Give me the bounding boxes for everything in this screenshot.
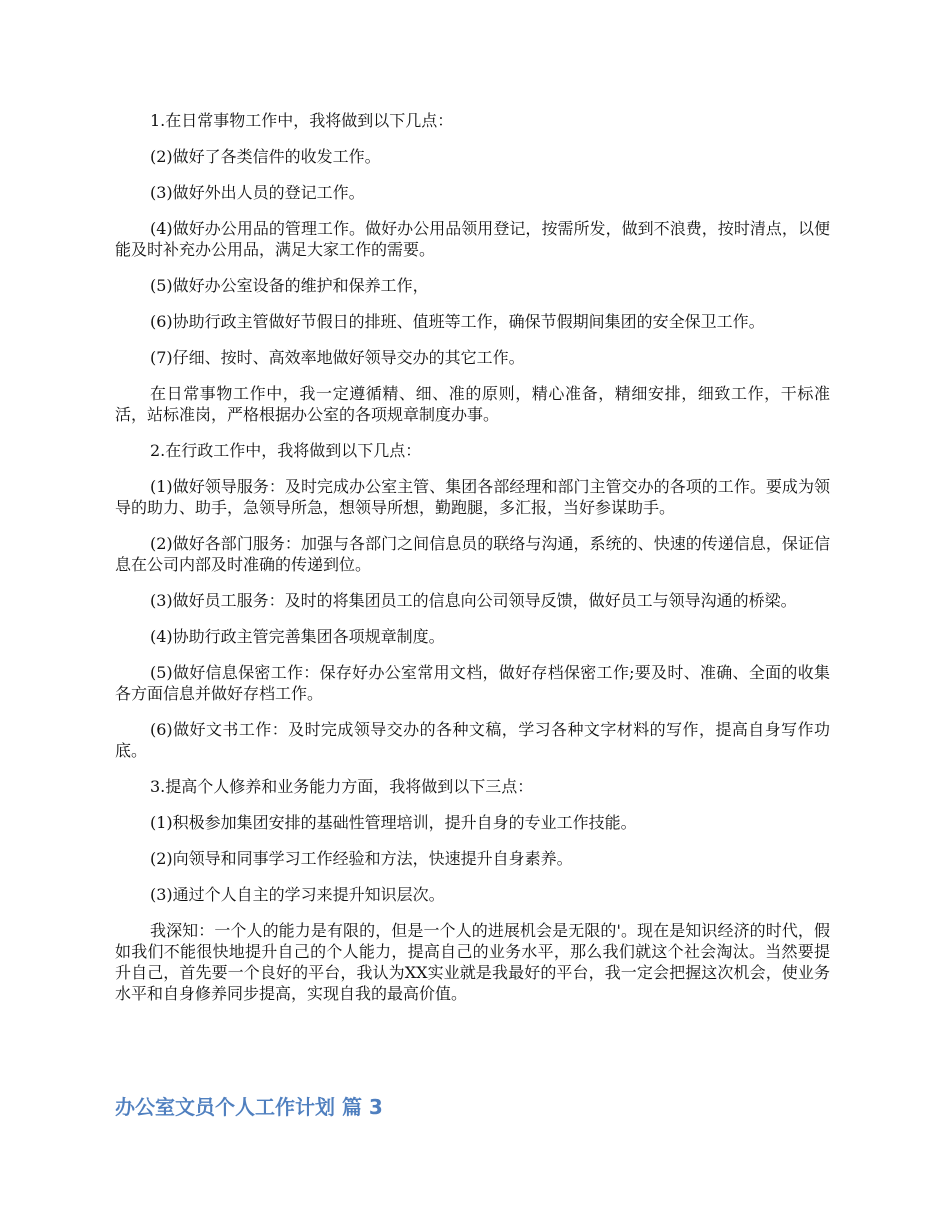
paragraph-17: (1)积极参加集团安排的基础性管理培训，提升自身的专业工作技能。 [150,813,637,832]
paragraph-4: (4)做好办公用品的管理工作。做好办公用品领用登记，按需所发，做到不浪费，按时清点，以便能及时补充办公用品，满足大家工作的需要。 [115,219,830,259]
paragraph-1: 1.在日常事物工作中，我将做到以下几点： [150,111,454,130]
paragraph-5: (5)做好办公室设备的维护和保养工作， [150,276,429,295]
paragraph-12: (3)做好员工服务：及时的将集团员工的信息向公司领导反馈，做好员工与领导沟通的桥梁。 [150,591,797,610]
paragraph-10: (1)做好领导服务：及时完成办公室主管、集团各部经理和部门主管交办的各项的工作。要成为领导的助力、助手，急领导所急，想领导所想，勤跑腿，多汇报，当好参谋助手。 [115,477,830,517]
section-heading: 办公室文员个人工作计划 篇 3 [115,1095,383,1119]
paragraph-14: (5)做好信息保密工作：保存好办公室常用文档，做好存档保密工作;要及时、准确、全面的收集各方面信息并做好存档工作。 [115,663,830,703]
paragraph-9: 2.在行政工作中，我将做到以下几点： [150,441,422,460]
document-body [115,110,830,1019]
paragraph-13: (4)协助行政主管完善集团各项规章制度。 [150,627,445,646]
paragraph-19: (3)通过个人自主的学习来提升知识层次。 [150,885,445,904]
paragraph-8: 在日常事物工作中，我一定遵循精、细、准的原则，精心准备，精细安排，细致工作，干标准活，站标准岗，严格根据办公室的各项规章制度办事。 [115,384,830,424]
paragraph-2: (2)做好了各类信件的收发工作。 [150,147,381,166]
paragraph-6: (6)协助行政主管做好节假日的排班、值班等工作，确保节假期间集团的安全保卫工作。 [150,312,765,331]
paragraph-11: (2)做好各部门服务：加强与各部门之间信息员的联络与沟通，系统的、快速的传递信息，保证信息在公司内部及时准确的传递到位。 [115,534,830,574]
paragraph-20: 我深知：一个人的能力是有限的，但是一个人的进展机会是无限的'。现在是知识经济的时代，假如我们不能很快地提升自己的个人能力，提高自己的业务水平，那么我们就这个社会淘汰。当然要提升自己，首先要一个良好的平台，我认为XX实业就是我最好的平台，我一定会把握这次机会，使业务水平和自身修养同步提高，实现自我的最高价值。 [115,921,830,1003]
paragraph-7: (7)仔细、按时、高效率地做好领导交办的其它工作。 [150,348,525,367]
paragraph-15: (6)做好文书工作：及时完成领导交办的各种文稿，学习各种文字材料的写作，提高自身写作功底。 [115,720,830,760]
paragraph-18: (2)向领导和同事学习工作经验和方法，快速提升自身素养。 [150,849,573,868]
paragraph-3: (3)做好外出人员的登记工作。 [150,183,365,202]
paragraph-16: 3.提高个人修养和业务能力方面，我将做到以下三点： [150,777,534,796]
